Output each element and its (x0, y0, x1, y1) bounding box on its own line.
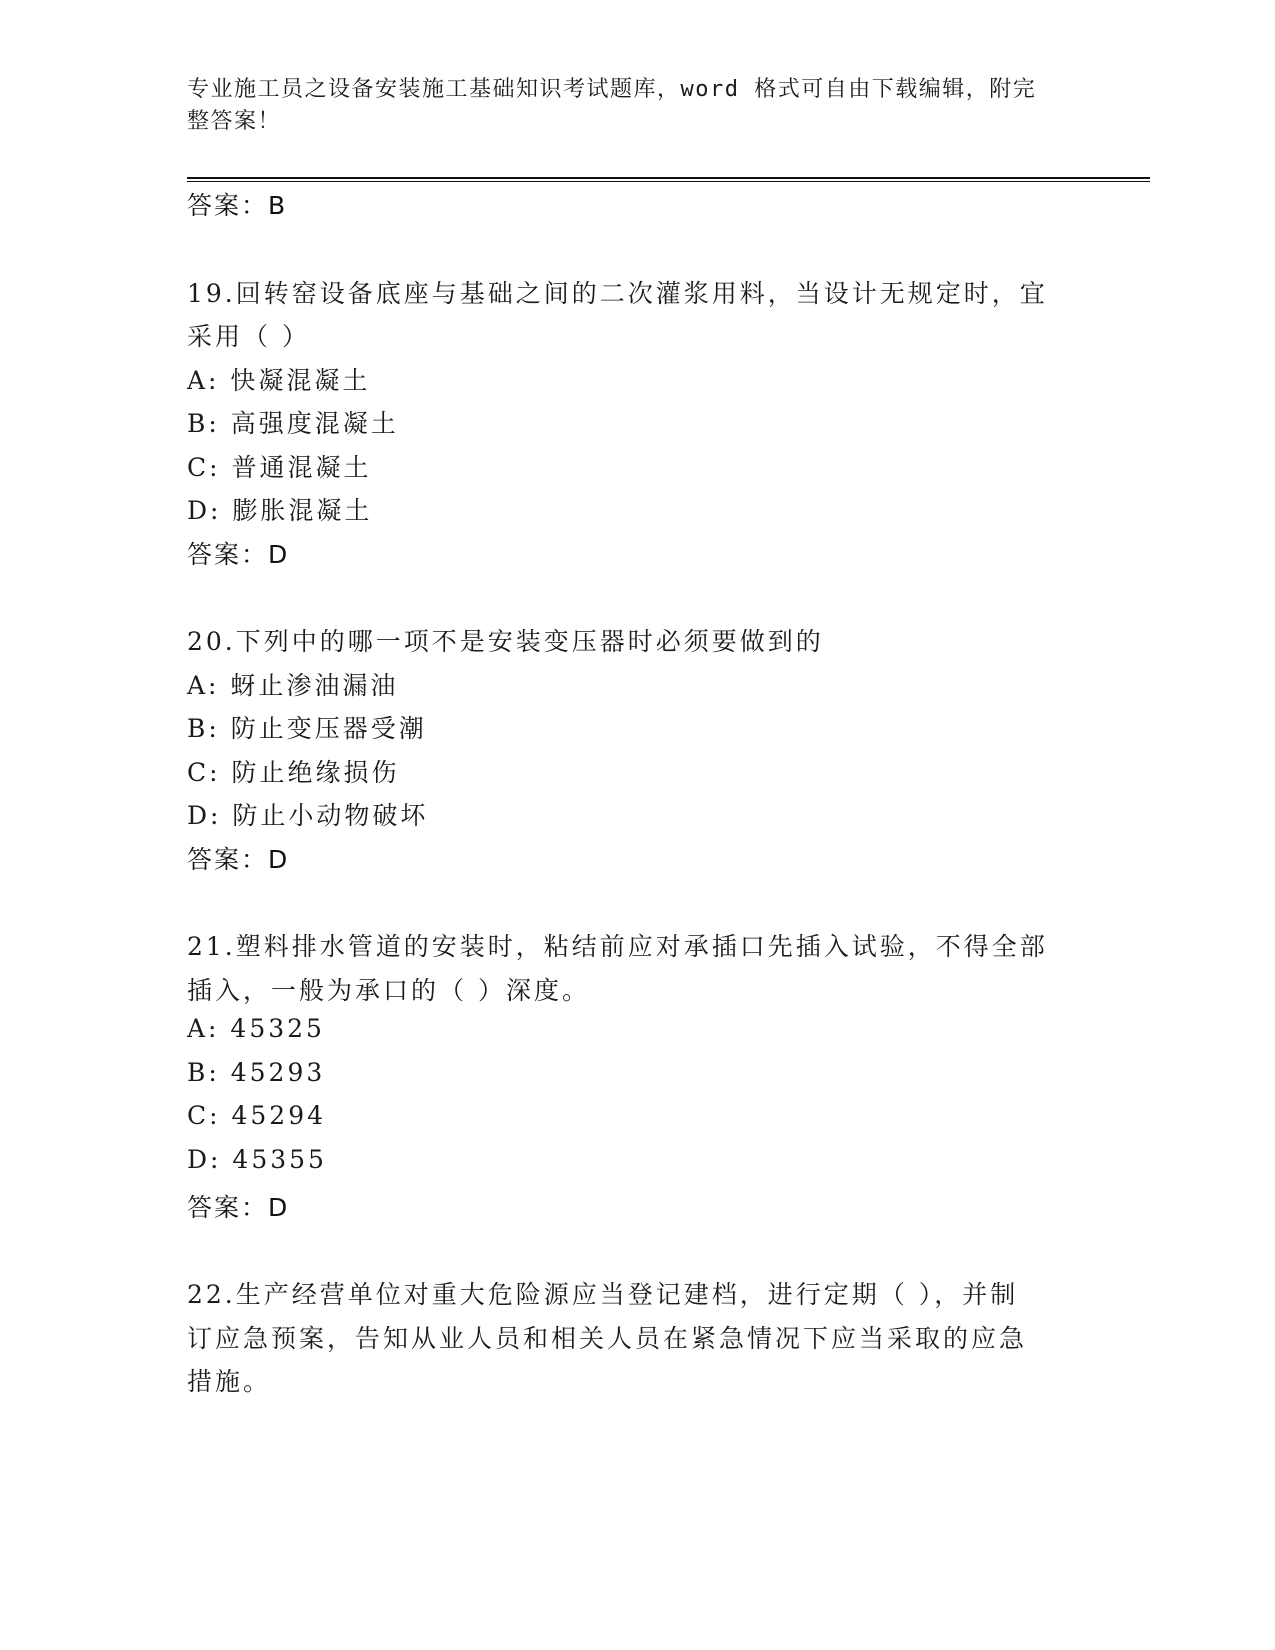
question-19-option-d: D: 膨胀混凝土 (187, 496, 373, 525)
question-21-option-a: A: 45325 (187, 1014, 325, 1043)
question-21-stem-line-2: 插入，一般为承口的（ ）深度。 (187, 976, 590, 1005)
question-22-stem-line-1: 22.生产经营单位对重大危险源应当登记建档，进行定期（ ），并制 (187, 1280, 1019, 1309)
question-21-option-b: B: 45293 (187, 1058, 326, 1087)
header-line-1: 专业施工员之设备安装施工基础知识考试题库，word 格式可自由下载编辑，附完 (187, 77, 1037, 102)
question-21-option-d: D: 45355 (187, 1145, 327, 1174)
question-20-option-a: A: 蚜止渗油漏油 (187, 671, 399, 700)
question-22-stem-line-3: 措施。 (187, 1367, 272, 1396)
question-21-option-c: C: 45294 (187, 1101, 327, 1130)
header-divider-thick (187, 177, 1150, 179)
question-19-stem-line-1: 19.回转窑设备底座与基础之间的二次灌浆用料，当设计无规定时，宜 (187, 279, 1048, 308)
question-19-answer: 答案：D (187, 540, 290, 569)
question-20-stem-line-1: 20.下列中的哪一项不是安装变压器时必须要做到的 (187, 627, 824, 656)
question-19-stem-line-2: 采用（ ） (187, 322, 310, 351)
question-19-option-b: B: 高强度混凝土 (187, 409, 399, 438)
question-20-answer: 答案：D (187, 845, 290, 874)
header-divider-thin (187, 181, 1150, 182)
question-21-stem-line-1: 21.塑料排水管道的安装时，粘结前应对承插口先插入试验，不得全部 (187, 932, 1048, 961)
question-19-option-c: C: 普通混凝土 (187, 453, 372, 482)
question-20-option-c: C: 防止绝缘损伤 (187, 758, 400, 787)
question-22-stem-line-2: 订应急预案，告知从业人员和相关人员在紧急情况下应当采取的应急 (187, 1324, 1028, 1353)
question-20-option-b: B: 防止变压器受潮 (187, 714, 427, 743)
document-header (187, 74, 1067, 138)
question-21-answer: 答案：D (187, 1193, 290, 1222)
header-line-2: 整答案！ (187, 109, 282, 134)
answer-previous: 答案：B (187, 191, 288, 220)
question-20-option-d: D: 防止小动物破坏 (187, 801, 429, 830)
question-19-option-a: A: 快凝混凝土 (187, 366, 371, 395)
